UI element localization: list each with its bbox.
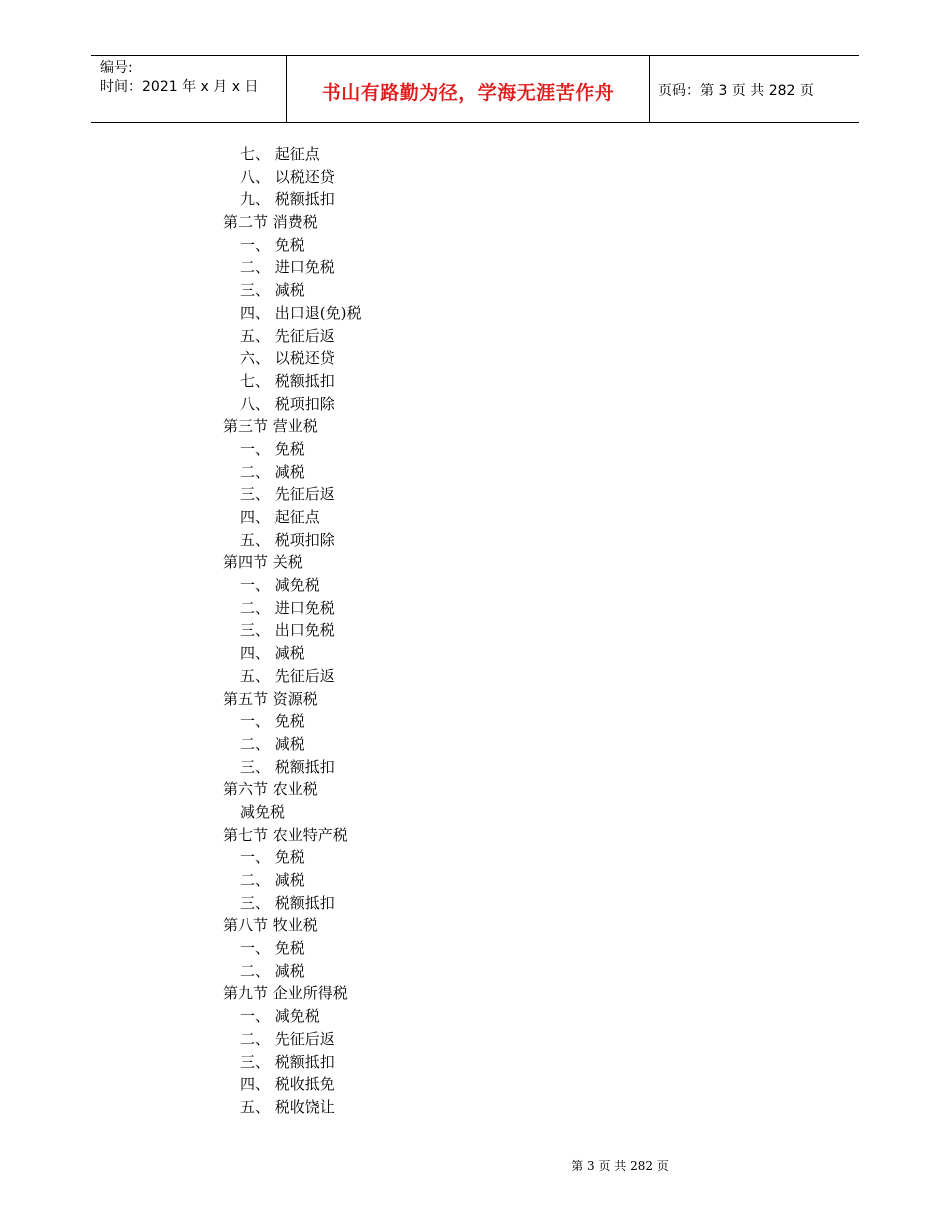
header-motto: 书山有路勤为径，学海无涯苦作舟 <box>321 82 615 104</box>
toc-subitem: 三、 减税 <box>240 281 305 300</box>
toc-section-heading: 第九节 企业所得税 <box>223 984 348 1003</box>
toc-subitem: 四、 起征点 <box>240 508 320 526</box>
toc-subitem: 二、 进口免税 <box>240 258 335 277</box>
toc-section-heading: 第四节 关税 <box>223 553 303 572</box>
toc-section-heading: 第二节 消费税 <box>223 213 318 232</box>
toc-section-heading: 第六节 农业税 <box>223 780 318 799</box>
toc-section-heading: 第八节 牧业税 <box>223 916 318 935</box>
header-meta <box>100 59 258 97</box>
toc-subitem: 三、 税额抵扣 <box>240 757 335 776</box>
toc-subitem: 七、 起征点 <box>240 145 320 163</box>
toc-subitem: 二、 先征后返 <box>240 1029 335 1048</box>
toc-subitem: 一、 免税 <box>240 712 305 731</box>
toc-section-heading: 第七节 农业特产税 <box>223 825 348 844</box>
toc-subitem: 三、 税额抵扣 <box>240 1052 335 1071</box>
toc-subitem: 四、 减税 <box>240 644 305 663</box>
document-header <box>91 55 859 123</box>
number-label: 编号: <box>100 60 133 76</box>
toc-subitem: 一、 免税 <box>240 848 305 867</box>
toc-subitem: 五、 先征后返 <box>240 326 335 345</box>
toc-subitem: 二、 减税 <box>240 871 305 889</box>
toc-subitem: 减免税 <box>240 802 286 821</box>
toc-subitem: 四、 出口退(免)税 <box>240 303 362 322</box>
toc-section-heading: 第三节 营业税 <box>223 417 318 436</box>
toc-subitem: 八、 以税还贷 <box>240 167 335 186</box>
header-divider <box>649 56 650 122</box>
toc-subitem: 二、 减税 <box>240 734 305 753</box>
toc-subitem: 一、 免税 <box>240 439 305 458</box>
time-label: 时间：2021 年 x 月 x 日 <box>100 79 259 95</box>
toc-subitem: 一、 免税 <box>240 939 305 958</box>
page-footer: 第 3 页 共 282 页 <box>571 1159 669 1173</box>
toc-subitem: 二、 进口免税 <box>240 598 335 617</box>
toc-subitem: 九、 税额抵扣 <box>240 190 335 209</box>
toc-subitem: 一、 减免税 <box>240 576 320 595</box>
toc-section-heading: 第五节 资源税 <box>223 689 318 708</box>
toc-subitem: 三、 税额抵扣 <box>240 893 335 912</box>
toc-subitem: 五、 先征后返 <box>240 666 335 685</box>
toc-subitem: 七、 税额抵扣 <box>240 371 335 390</box>
toc-subitem: 一、 减免税 <box>240 1007 320 1026</box>
toc-subitem: 八、 税项扣除 <box>240 394 335 413</box>
toc-subitem: 五、 税项扣除 <box>240 530 335 549</box>
toc-subitem: 五、 税收饶让 <box>240 1097 335 1116</box>
toc-subitem: 四、 税收抵免 <box>240 1075 335 1094</box>
toc-subitem: 三、 出口免税 <box>240 621 335 640</box>
toc-subitem: 六、 以税还贷 <box>240 349 335 368</box>
toc-subitem: 二、 减税 <box>240 961 305 980</box>
toc-subitem: 二、 减税 <box>240 462 305 481</box>
toc-subitem: 一、 免税 <box>240 235 305 254</box>
table-of-contents <box>223 143 361 1119</box>
toc-subitem: 三、 先征后返 <box>240 485 335 504</box>
header-page-info: 页码：第 3 页 共 282 页 <box>658 83 814 99</box>
